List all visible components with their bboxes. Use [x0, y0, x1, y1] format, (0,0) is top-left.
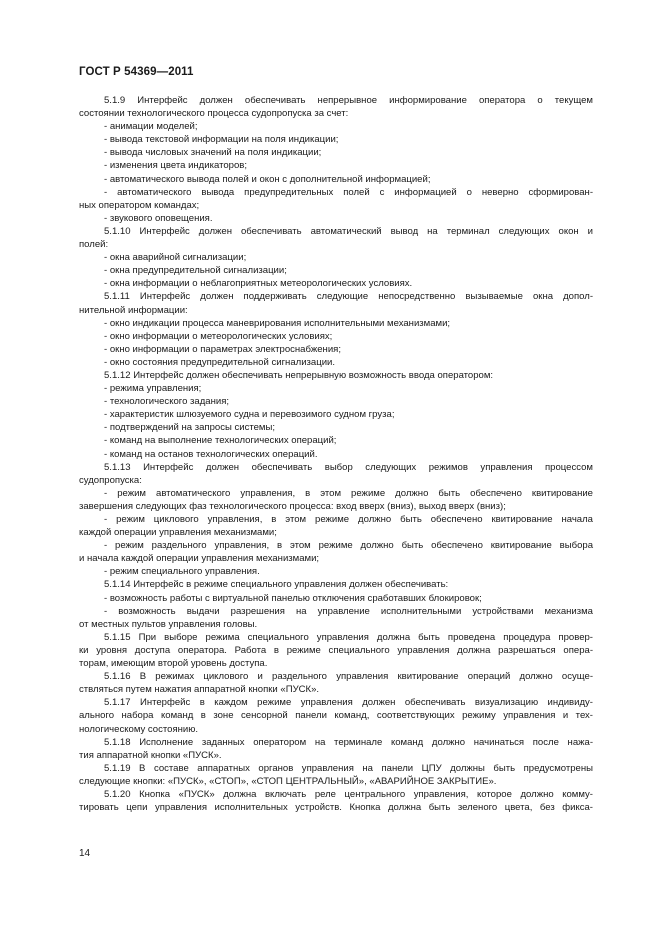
text-line: 5.1.13 Интерфейс должен обеспечивать выбор следующих режимов управления процессом [104, 461, 593, 473]
text-line: полей: [79, 239, 109, 251]
text-line: ных оператором командах; [79, 199, 200, 211]
text-line: 5.1.20 Кнопка «ПУСК» должна включать реле центрального управления, которое должно комму- [104, 788, 593, 800]
text-line: - команд на выполнение технологических операций; [104, 435, 337, 447]
text-line: тировать цепи управления исполнительных устройств. Кнопка должна быть зеленого цвета, без фикса- [79, 802, 593, 814]
text-line: - режим раздельного управления, в этом режиме должно быть обеспечено квитирование выбора [104, 540, 593, 552]
text-line: - изменения цвета индикаторов; [104, 160, 247, 172]
text-line: - автоматического вывода полей и окон с дополнительной информацией; [104, 173, 431, 185]
text-line: следующие кнопки: «ПУСК», «СТОП», «СТОП ЦЕНТРАЛЬНЫЙ», «АВАРИЙНОЕ ЗАКРЫТИЕ». [79, 775, 497, 787]
text-line: ки уровня доступа оператора. Работа в режиме специального управления должна разрешаться опера- [79, 644, 593, 656]
text-line: - технологического задания; [104, 396, 230, 408]
text-line: 5.1.15 При выборе режима специального управления должна быть проведена процедура провер- [104, 631, 593, 643]
text-line: - команд на останов технологических операций. [104, 448, 318, 460]
text-line: - возможность работы с виртуальной панелью отключения сработавших блокировок; [104, 592, 482, 604]
text-line: - характеристик шлюзуемого судна и перевозимого судном груза; [104, 409, 395, 421]
text-line: завершения следующих фаз технологического процесса: вход вверх (вниз), выход вверх (вниз); [79, 500, 506, 512]
text-line: 5.1.14 Интерфейс в режиме специального управления должен обеспечивать: [104, 579, 449, 591]
text-line: 5.1.17 Интерфейс в каждом режиме управления должен обеспечивать визуализацию индивиду- [104, 697, 593, 709]
text-line: состоянии технологического процесса судопропуска за счет: [79, 108, 349, 120]
text-line: - окна информации о неблагоприятных метеорологических условиях. [104, 278, 413, 290]
text-line: - вывода текстовой информации на поля индикации; [104, 134, 339, 146]
text-line: - подтверждений на запросы системы; [104, 422, 276, 434]
text-line: 5.1.10 Интерфейс должен обеспечивать автоматический вывод на терминал следующих окон и [104, 225, 593, 237]
page-header: ГОСТ Р 54369—2011 [79, 66, 194, 78]
text-line: - анимации моделей; [104, 121, 198, 133]
text-line: - окно индикации процесса маневрирования исполнительными механизмами; [104, 317, 451, 329]
text-line: нологическому состоянию. [79, 723, 199, 735]
text-line: - возможность выдачи разрешения на управление исполнительными устройствами механизма [104, 605, 593, 617]
text-line: каждой операции управления механизмами; [79, 527, 277, 539]
text-line: 5.1.16 В режимах циклового и раздельного управления квитирование операций должно осуще- [104, 671, 593, 683]
text-line: судопропуска: [79, 474, 142, 486]
document-body [79, 94, 593, 814]
text-line: 5.1.11 Интерфейс должен поддерживать следующие непосредственно вызываемые окна допол- [104, 291, 593, 303]
text-line: 5.1.19 В составе аппаратных органов управления на панели ЦПУ должны быть предусмотрены [104, 762, 593, 774]
text-line: от местных пультов управления головы. [79, 618, 258, 630]
text-line: - режима управления; [104, 383, 202, 395]
text-line: ального набора команд в зоне сенсорной панели команд, соответствующих режиму управления и тех- [79, 710, 593, 722]
text-line: - вывода числовых значений на поля индикации; [104, 147, 322, 159]
text-line: - окна предупредительной сигнализации; [104, 265, 287, 277]
text-line: - окно информации о параметрах электроснабжения; [104, 343, 341, 355]
text-line: - режим циклового управления, в этом режиме должно быть обеспечено квитирование начала [104, 514, 593, 525]
text-line: - окно состояния предупредительной сигнализации. [104, 356, 336, 368]
page-number: 14 [79, 848, 91, 859]
text-line: торам, имеющим второй уровень доступа. [79, 658, 268, 670]
text-line: 5.1.18 Исполнение заданных оператором на терминале команд должно начинаться после нажа- [104, 736, 593, 748]
text-line: 5.1.12 Интерфейс должен обеспечивать непрерывную возможность ввода оператором: [104, 369, 494, 381]
text-line: ствляться путем нажатия аппаратной кнопки «ПУСК». [79, 684, 320, 696]
text-line: - режим автоматического управления, в этом режиме должно быть обеспечено квитирование [104, 487, 593, 499]
text-line: - окно информации о метеорологических условиях; [104, 330, 333, 342]
text-line: и начала каждой операции управления механизмами; [79, 553, 320, 565]
text-line: нительной информации: [79, 304, 188, 316]
text-line: - окна аварийной сигнализации; [104, 252, 247, 264]
text-line: - автоматического вывода предупредительных полей с информацией о неверно сформирован- [104, 186, 593, 198]
text-line: тия аппаратной кнопки «ПУСК». [79, 749, 222, 761]
text-line: 5.1.9 Интерфейс должен обеспечивать непрерывное информирование оператора о текущем [104, 95, 593, 106]
text-line: - режим специального управления. [104, 566, 260, 578]
text-line: - звукового оповещения. [104, 212, 213, 224]
